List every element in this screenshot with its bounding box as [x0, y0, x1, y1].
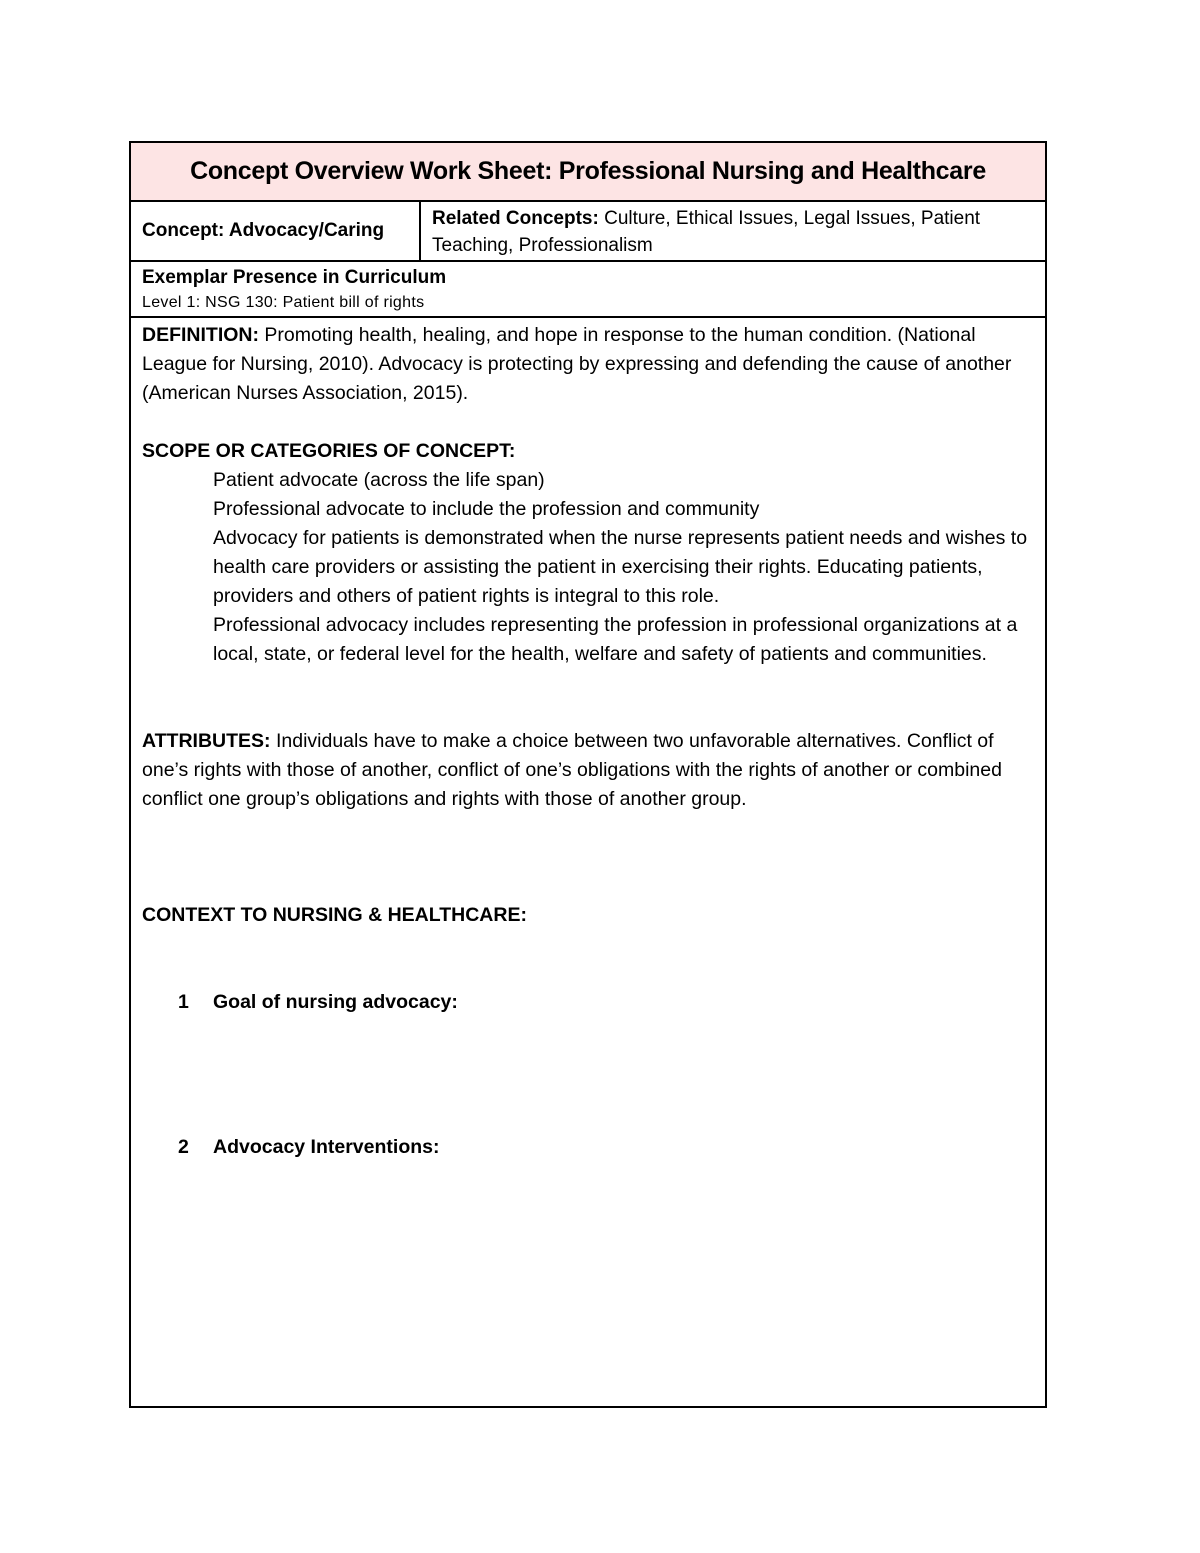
worksheet-table [129, 141, 1047, 1408]
scope-item: Patient advocate (across the life span) [213, 469, 545, 491]
context-item-goal [142, 988, 1035, 1017]
scope-item: Advocacy for patients is demonstrated when the nurse represents patient needs and wishes to health care providers or assisting the patient in exercising their rights. Educating patients, providers and others of patient rights is integral to this role. [213, 527, 1028, 607]
scope-heading: SCOPE OR CATEGORIES OF CONCEPT: [142, 440, 516, 462]
item-number: 1 [178, 991, 189, 1013]
item-label: Goal of nursing advocacy: [213, 991, 458, 1013]
definition-section [142, 321, 1035, 408]
scope-list [142, 466, 1035, 669]
attributes-label: ATTRIBUTES: [142, 730, 271, 752]
definition-label: DEFINITION: [142, 324, 259, 346]
definition-text: Promoting health, healing, and hope in response to the human condition. (National League for Nursing, 2010). Advocacy is protecting by expressing and defending the cause of another (American Nurses Association, 2015). [142, 324, 1012, 404]
exemplar-level: Level 1: NSG 130: Patient bill of rights [142, 294, 425, 311]
concept-row [131, 202, 1045, 262]
scope-item: Professional advocacy includes representing the profession in professional organizations at a local, state, or federal level for the health, welfare and safety of patients and communities. [213, 614, 1018, 665]
related-concepts-label: Related Concepts: [432, 208, 599, 229]
attributes-section [142, 727, 1035, 814]
context-item-interventions [142, 1133, 1035, 1162]
context-heading: CONTEXT TO NURSING & HEALTHCARE: [142, 904, 527, 926]
scope-item: Professional advocate to include the profession and community [213, 498, 760, 520]
related-concepts-value: Culture, Ethical Issues, Legal Issues, Patient Teaching, Professionalism [432, 208, 981, 256]
item-number: 2 [178, 1136, 189, 1158]
item-label: Advocacy Interventions: [213, 1136, 440, 1158]
related-concepts [421, 202, 1045, 260]
exemplar-title: Exemplar Presence in Curriculum [142, 267, 447, 288]
worksheet-title: Concept Overview Work Sheet: Professional Nursing and Healthcare [131, 143, 1045, 202]
concept-label: Concept: Advocacy/Caring [131, 202, 421, 260]
exemplar-row [131, 262, 1045, 318]
attributes-text: Individuals have to make a choice between two unfavorable alternatives. Conflict of one’s rights with those of another, conflict of one’s obligations with the rights of another or combined conflict one group’s obligations and rights with those of another group. [142, 730, 1002, 810]
worksheet-body [131, 318, 1045, 1162]
